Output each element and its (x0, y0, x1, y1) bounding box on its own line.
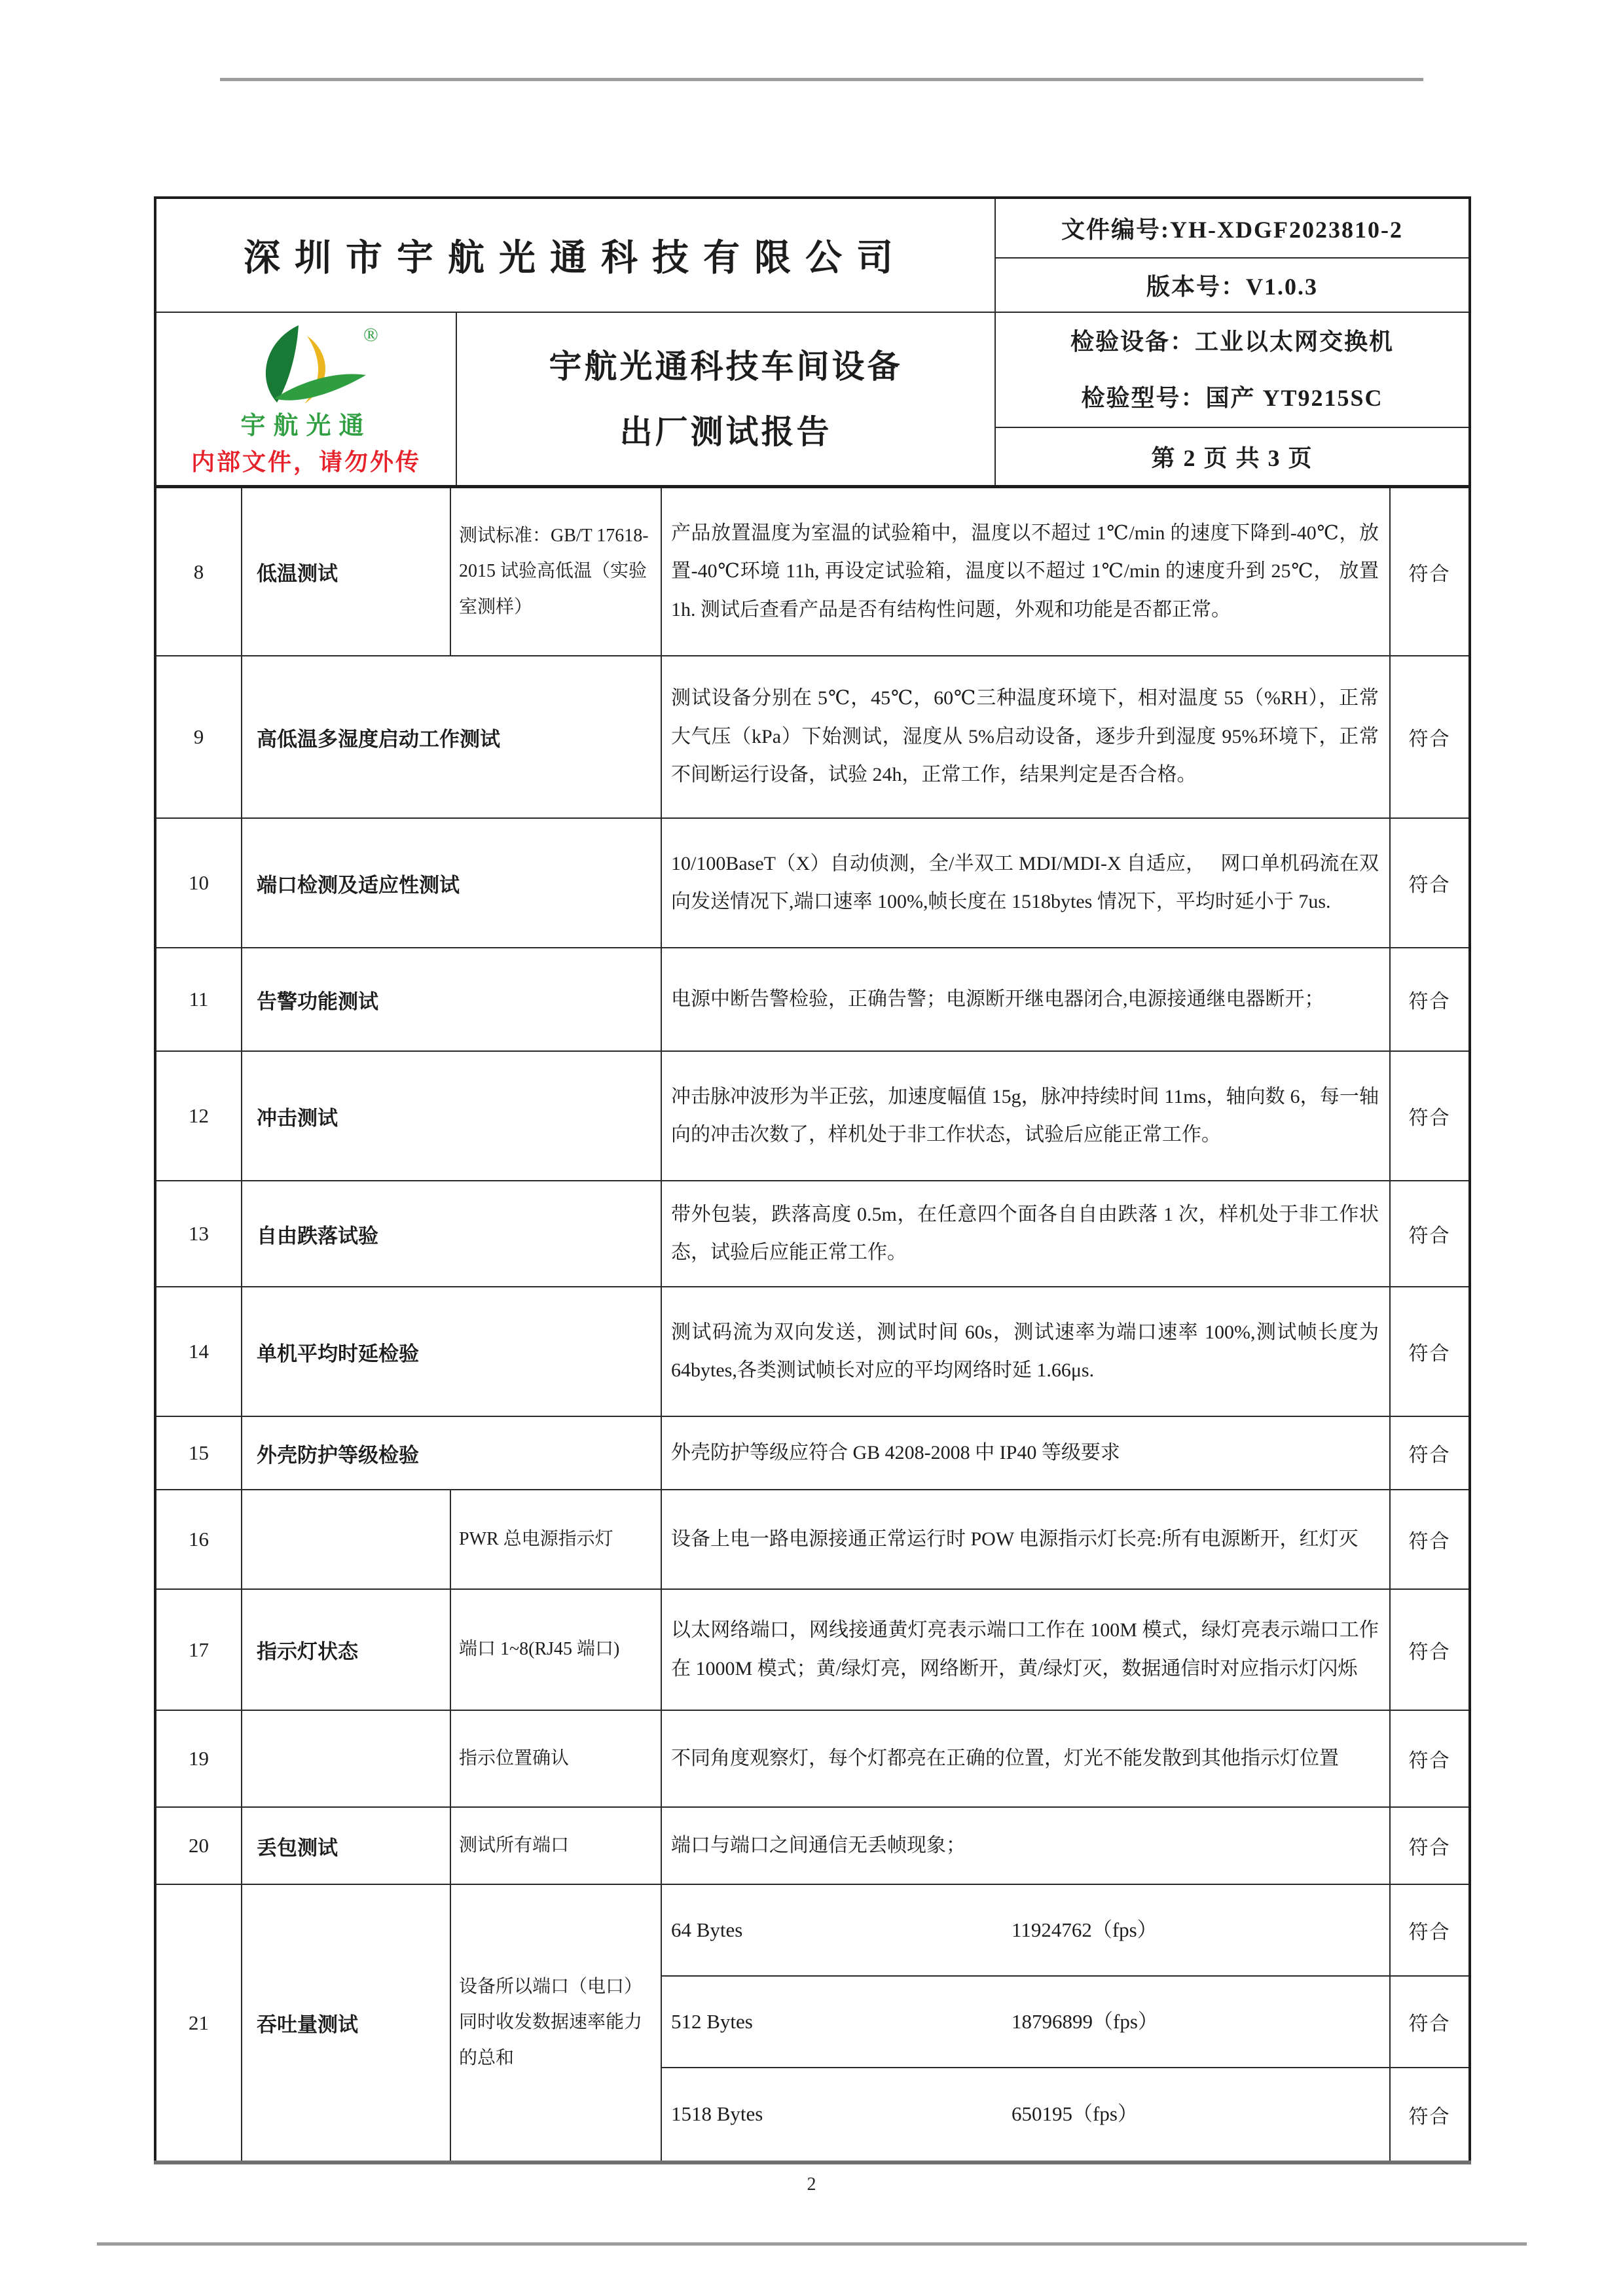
row-number: 9 (155, 656, 242, 818)
test-description: 不同角度观察灯，每个灯都亮在正确的位置，灯光不能发散到其他指示灯位置 (661, 1710, 1390, 1807)
table-row (155, 1589, 1470, 1710)
header-row-1 (155, 198, 1470, 258)
test-subitem: 设备所以端口（电口）同时收发数据速率能力的总和 (450, 1884, 661, 2162)
inspect-device: 检验设备：工业以太网交换机 (1070, 329, 1394, 355)
test-result: 符合 (1390, 1490, 1470, 1589)
test-result: 符合 (1390, 1884, 1470, 1976)
page-number: 2 (807, 2174, 816, 2195)
test-subitem: PWR 总电源指示灯 (450, 1490, 661, 1589)
test-description: 设备上电一路电源接通正常运行时 POW 电源指示灯长亮:所有电源断开，红灯灭 (661, 1490, 1390, 1589)
report-title (456, 312, 995, 486)
test-standard: 测试标准：GB/T 17618-2015 试验高低温（实验室测样） (450, 487, 661, 656)
test-description: 产品放置温度为室温的试验箱中，温度以不超过 1℃/min 的速度下降到-40℃，放置-40℃环境 11h, 再设定试验箱，温度以不超过 1℃/min 的速度升到 25℃， 放置 1h. 测试后查看产品是否有结构性问题，外观和功能是否都正常。 (661, 487, 1390, 656)
inspect-model: 检验型号：国产 YT9215SC (1081, 385, 1383, 411)
frame-size: 1518 Bytes (671, 2102, 763, 2126)
report-title-line2: 出厂测试报告 (619, 413, 832, 450)
report-document (154, 196, 1468, 2164)
footer-rule (97, 2242, 1527, 2246)
test-description: 外壳防护等级应符合 GB 4208-2008 中 IP40 等级要求 (661, 1416, 1390, 1490)
table-row (155, 948, 1470, 1051)
row-number: 12 (155, 1051, 242, 1181)
test-result: 符合 (1390, 1181, 1470, 1287)
table-row (155, 1710, 1470, 1807)
table-row (155, 656, 1470, 818)
test-result: 符合 (1390, 1710, 1470, 1807)
test-description: 测试设备分别在 5℃，45℃，60℃三种温度环境下，相对温度 55（%RH），正常大气压（kPa）下始测试，湿度从 5%启动设备，逐步升到湿度 95%环境下，正常不间断运行设备，试验 24h，正常工作，结果判定是否合格。 (661, 656, 1390, 818)
table-row (155, 1490, 1470, 1589)
report-title-line1: 宇航光通科技车间设备 (549, 348, 903, 385)
test-name: 吞吐量测试 (242, 1884, 450, 2162)
table-row (155, 1287, 1470, 1416)
test-name: 低温测试 (242, 487, 450, 656)
row-number: 16 (155, 1490, 242, 1589)
throughput-band (661, 1976, 1390, 2068)
table-row (155, 1884, 1470, 1976)
test-result: 符合 (1390, 2068, 1470, 2162)
test-name: 指示灯状态 (242, 1589, 450, 1710)
header-table (154, 196, 1471, 488)
test-result: 符合 (1390, 1287, 1470, 1416)
test-name: 单机平均时延检验 (242, 1287, 661, 1416)
table-row (155, 818, 1470, 948)
frame-rate: 11924762（fps） (1012, 1918, 1158, 1941)
test-description: 电源中断告警检验，正确告警；电源断开继电器闭合,电源接通继电器断开； (661, 948, 1390, 1051)
test-result: 符合 (1390, 656, 1470, 818)
test-table (154, 486, 1471, 2164)
device-model-cell (995, 312, 1470, 427)
test-description: 带外包装，跌落高度 0.5m，在任意四个面各自自由跌落 1 次，样机处于非工作状态，试验后应能正常工作。 (661, 1181, 1390, 1287)
frame-rate: 18796899（fps） (1012, 2009, 1158, 2033)
test-subitem: 端口 1~8(RJ45 端口) (450, 1589, 661, 1710)
row-number: 15 (155, 1416, 242, 1490)
test-name: 外壳防护等级检验 (242, 1416, 661, 1490)
test-description: 端口与端口之间通信无丢帧现象； (661, 1807, 1390, 1884)
table-row (155, 1181, 1470, 1287)
test-name: 高低温多湿度启动工作测试 (242, 656, 661, 818)
test-result: 符合 (1390, 1589, 1470, 1710)
row-number: 20 (155, 1807, 242, 1884)
test-name: 丢包测试 (242, 1807, 450, 1884)
test-description: 以太网络端口，网线接通黄灯亮表示端口工作在 100M 模式，绿灯亮表示端口工作在 1000M 模式；黄/绿灯亮，网络断开，黄/绿灯灭，数据通信时对应指示灯闪烁 (661, 1589, 1390, 1710)
test-name (242, 1710, 450, 1807)
row-number: 19 (155, 1710, 242, 1807)
table-row (155, 487, 1470, 656)
confidential-notice: 内部文件，请勿外传 (191, 448, 421, 475)
row-number: 8 (155, 487, 242, 656)
row-number: 21 (155, 1884, 242, 2162)
table-row (155, 1807, 1470, 1884)
table-row (155, 1416, 1470, 1490)
test-result: 符合 (1390, 818, 1470, 948)
throughput-band (661, 2068, 1390, 2162)
header-row-3 (155, 312, 1470, 427)
logo-cell (155, 312, 456, 486)
test-name: 自由跌落试验 (242, 1181, 661, 1287)
doc-number: 文件编号:YH-XDGF2023810-2 (995, 198, 1470, 258)
company-name: 深圳市宇航光通科技有限公司 (155, 198, 995, 312)
frame-size: 512 Bytes (671, 2009, 753, 2033)
test-name (242, 1490, 450, 1589)
table-row (155, 1051, 1470, 1181)
header-rule (220, 78, 1423, 81)
row-number: 17 (155, 1589, 242, 1710)
throughput-band (661, 1884, 1390, 1976)
test-result: 符合 (1390, 948, 1470, 1051)
test-result: 符合 (1390, 1976, 1470, 2068)
test-subitem: 测试所有端口 (450, 1807, 661, 1884)
test-result: 符合 (1390, 1807, 1470, 1884)
frame-rate: 650195（fps） (1012, 2102, 1138, 2126)
test-name: 冲击测试 (242, 1051, 661, 1181)
test-subitem: 指示位置确认 (450, 1710, 661, 1807)
test-name: 告警功能测试 (242, 948, 661, 1051)
logo-brand-text: 宇航光通 (240, 412, 372, 440)
test-result: 符合 (1390, 487, 1470, 656)
page-info: 第 2 页 共 3 页 (995, 427, 1470, 486)
test-name: 端口检测及适应性测试 (242, 818, 661, 948)
test-result: 符合 (1390, 1416, 1470, 1490)
test-description: 冲击脉冲波形为半正弦，加速度幅值 15g，脉冲持续时间 11ms，轴向数 6，每一轴向的冲击次数了，样机处于非工作状态，试验后应能正常工作。 (661, 1051, 1390, 1181)
test-description: 10/100BaseT（X）自动侦测，全/半双工 MDI/MDI-X 自适应， 网口单机码流在双向发送情况下,端口速率 100%,帧长度在 1518bytes 情况下，平均时延小于 7us. (661, 818, 1390, 948)
row-number: 10 (155, 818, 242, 948)
row-number: 14 (155, 1287, 242, 1416)
registered-mark-icon: ® (363, 323, 378, 346)
row-number: 11 (155, 948, 242, 1051)
test-description: 测试码流为双向发送，测试时间 60s，测试速率为端口速率 100%,测试帧长度为 64bytes,各类测试帧长对应的平均网络时延 1.66μs. (661, 1287, 1390, 1416)
row-number: 13 (155, 1181, 242, 1287)
frame-size: 64 Bytes (671, 1918, 743, 1941)
company-logo-icon (231, 321, 382, 405)
test-result: 符合 (1390, 1051, 1470, 1181)
version-number: 版本号：V1.0.3 (995, 258, 1470, 312)
